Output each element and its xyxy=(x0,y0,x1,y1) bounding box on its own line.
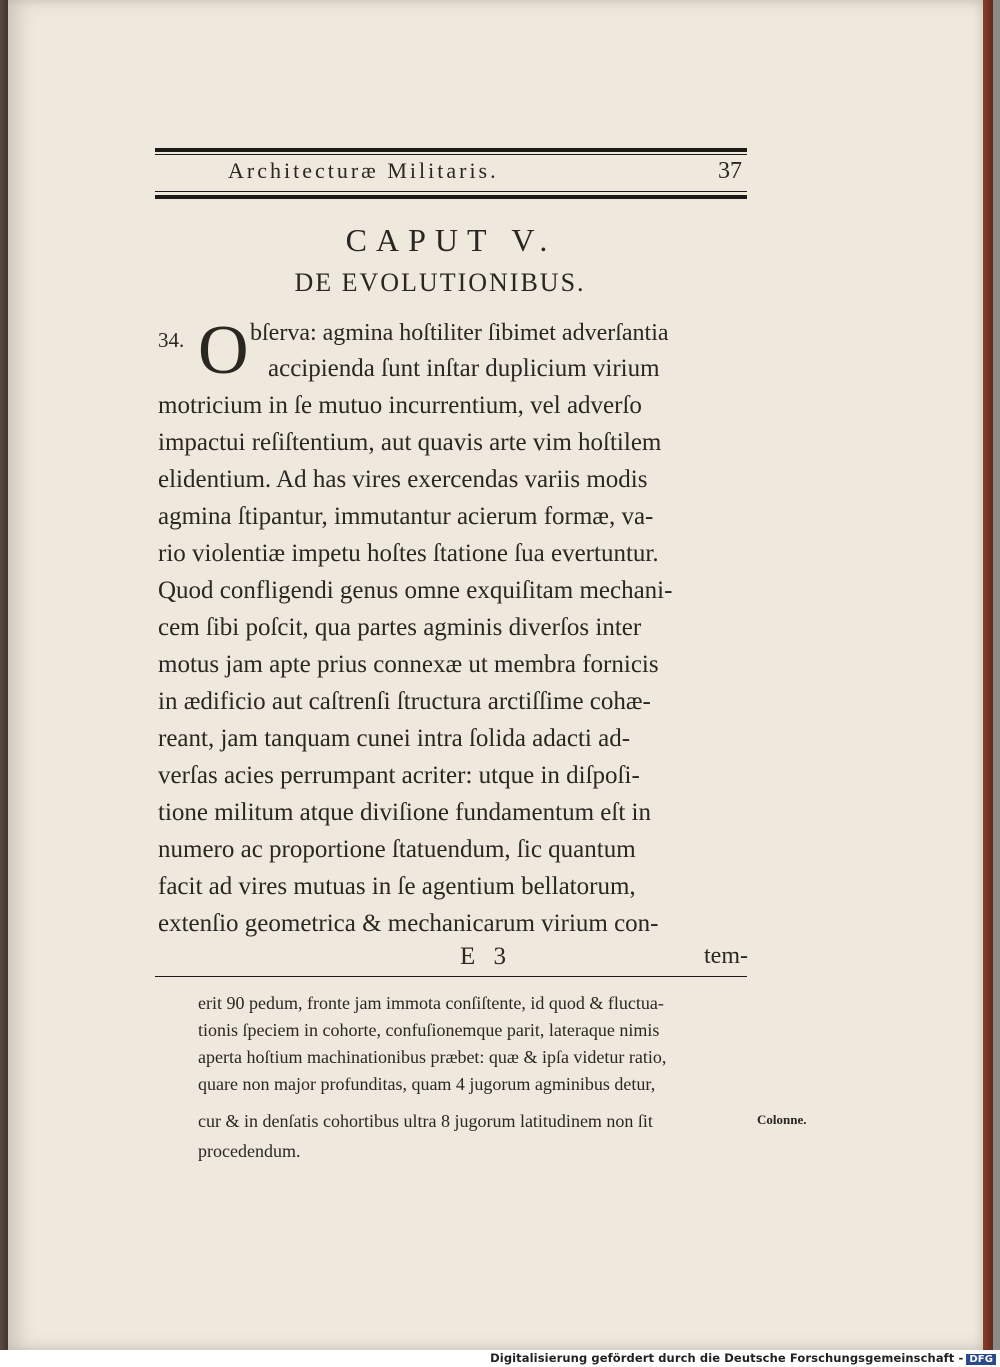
body-line: motricium in ſe mutuo incurrentium, vel adverſo xyxy=(158,392,642,419)
body-line: impactui reſiſtentium, aut quavis arte vim hoſtilem xyxy=(158,429,662,456)
chapter-subtitle: DE EVOLUTIONIBUS. xyxy=(294,268,586,297)
body-line: bſerva: agmina hoſtiliter ſibimet adverſantia xyxy=(250,320,669,346)
header-rule-bottom-thin xyxy=(155,191,747,192)
header-rule-top xyxy=(155,148,747,152)
body-line: elidentium. Ad has vires exercendas variis modis xyxy=(158,466,648,493)
body-line: agmina ſtipantur, immutantur acierum formæ, va- xyxy=(158,503,654,530)
footnote-line: erit 90 pedum, fronte jam immota conſiſtente, id quod & fluctua- xyxy=(198,993,664,1013)
drop-capital: O xyxy=(198,312,249,389)
body-line: verſas acies perrumpant acriter: utque in diſpoſi- xyxy=(158,762,640,789)
margin-note: Colonne. xyxy=(757,1112,807,1127)
signature-mark: E 3 xyxy=(460,943,513,970)
catchword: tem- xyxy=(704,943,748,969)
body-line: in ædificio aut caſtrenſi ſtructura arctiſſime cohæ- xyxy=(158,688,651,715)
body-line: rio violentiæ impetu hoſtes ſtatione ſua evertuntur. xyxy=(158,540,659,567)
body-line: accipienda ſunt inſtar duplicium virium xyxy=(268,355,660,382)
footnote-line: cur & in denſatis cohortibus ultra 8 jugorum latitudinem non ſit xyxy=(198,1111,653,1131)
footnote-line: tionis ſpeciem in cohorte, confuſionemque parit, lateraque nimis xyxy=(198,1020,660,1040)
footnote-rule xyxy=(155,976,747,977)
header-rule-bottom xyxy=(155,195,747,199)
footnote-line: quare non major profunditas, quam 4 jugorum agminibus detur, xyxy=(198,1074,656,1094)
body-line: motus jam apte prius connexæ ut membra fornicis xyxy=(158,651,659,678)
chapter-title: CAPUT V. xyxy=(345,222,557,258)
footnote-line: aperta hoſtium machinationibus præbet: quæ & ipſa videtur ratio, xyxy=(198,1047,667,1067)
body-line: facit ad vires mutuas in ſe agentium bellatorum, xyxy=(158,873,636,900)
body-line: extenſio geometrica & mechanicarum virium con- xyxy=(158,910,659,937)
credit-text: Digitalisierung gefördert durch die Deutsche Forschungsgemeinschaft - xyxy=(490,1351,964,1365)
body-line: cem ſibi poſcit, qua partes agminis diverſos inter xyxy=(158,614,642,641)
page-number: 37 xyxy=(718,158,742,184)
body-line: Quod confligendi genus omne exquiſitam mechani- xyxy=(158,577,673,604)
dfg-logo: DFG xyxy=(966,1354,996,1365)
header-rule-top-thin xyxy=(155,154,747,155)
body-line: reant, jam tanquam cunei intra ſolida adacti ad- xyxy=(158,725,631,752)
body-line: numero ac proportione ſtatuendum, ſic quantum xyxy=(158,836,636,863)
paragraph-number: 34. xyxy=(158,328,185,352)
footnote-line: procedendum. xyxy=(198,1141,301,1161)
running-head: Architecturæ Militaris. xyxy=(228,158,499,183)
body-line: tione militum atque diviſione fundamentum eſt in xyxy=(158,799,651,826)
digitization-credit xyxy=(490,1351,996,1365)
book-edge xyxy=(983,0,993,1350)
